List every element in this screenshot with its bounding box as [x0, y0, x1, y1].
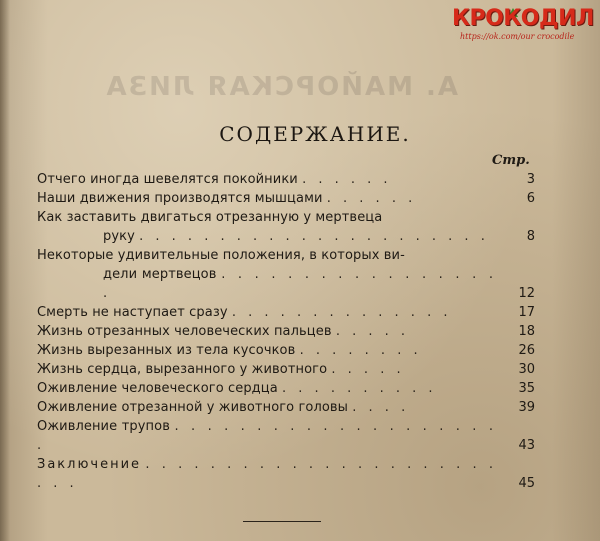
- toc-entry: [37, 208, 537, 246]
- toc-entry: [37, 189, 537, 208]
- toc-entry: [37, 303, 537, 322]
- toc-entry-title: Как заставить двигаться отрезанную у мертвеца: [37, 210, 383, 225]
- page-edge-shadow: [0, 0, 10, 541]
- toc-entry-title: Оживление трупов . . . . . . . . . . . . . . . . . . . . .: [37, 419, 497, 453]
- toc-entry: [37, 341, 537, 360]
- toc-entry-title: Заключение . . . . . . . . . . . . . . . . . . . . . . . . .: [37, 457, 497, 491]
- closing-rule: [243, 521, 321, 522]
- toc-entry-page: 17: [518, 305, 535, 320]
- toc-entry-title: Некоторые удивительные положения, в которых ви-: [37, 248, 405, 263]
- toc-entry-title: Жизнь вырезанных из тела кусочков . . . . . . . .: [37, 343, 422, 358]
- toc-entry-page: 39: [518, 400, 535, 415]
- toc-entry-title-continued: дели мертвецов . . . . . . . . . . . . . . . . . .: [103, 267, 498, 301]
- page-title: СОДЕРЖАНИЕ.: [219, 122, 411, 146]
- leader-dots: . . . . . . . . . . . . . .: [231, 305, 452, 320]
- toc-entry-title: Смерть не наступает сразу . . . . . . . . . . . . . .: [37, 305, 452, 320]
- toc-entry: [37, 246, 537, 303]
- toc-entry-title: Оживление человеческого сердца . . . . . . . . . .: [37, 381, 437, 396]
- toc-entry-title: Жизнь отрезанных человеческих пальцев . . . . .: [37, 324, 410, 339]
- leader-dots: . . . .: [352, 400, 410, 415]
- toc-entry-page: 12: [518, 286, 535, 301]
- toc-entry-page: 3: [526, 172, 535, 187]
- leader-dots: . . . . . . . . . . . . . . . . . .: [103, 267, 498, 301]
- leader-dots: . . . . . . . . . . . . . . . . . . . . .: [37, 419, 497, 453]
- leader-dots: . . . . . .: [326, 191, 417, 206]
- toc-entry-page: 45: [518, 476, 535, 491]
- toc-entry-page: 18: [518, 324, 535, 339]
- leader-dots: . . . . .: [331, 362, 405, 377]
- faded-bleed-through-stamp: А. МАЙОРСКАЯ ЛИЗА: [104, 72, 458, 102]
- toc-entry-page: 35: [518, 381, 535, 396]
- toc-entry: [37, 417, 537, 455]
- toc-entry-page: 43: [518, 438, 535, 453]
- leader-dots: . . . . . . . .: [299, 343, 422, 358]
- logo-url: https://ok.com/our crocodile: [460, 32, 575, 41]
- toc-entry-title: Наши движения производятся мышцами . . . . . .: [37, 191, 417, 206]
- toc-entry: [37, 360, 537, 379]
- toc-entry-title: Жизнь сердца, вырезанного у животного . . . . .: [37, 362, 405, 377]
- toc-entry-page: 6: [526, 191, 535, 206]
- leader-dots: . . . . . . . . . . . . . . . . . . . . . . . . .: [37, 457, 497, 491]
- toc-entry-title: Оживление отрезанной у животного головы . . . .: [37, 400, 410, 415]
- toc-entry: [37, 170, 537, 189]
- toc-entry-page: 26: [518, 343, 535, 358]
- toc-entry: [37, 455, 537, 493]
- toc-entry: [37, 379, 537, 398]
- leader-dots: . . . . . . . . . . . . . . . . . . . . . .: [139, 229, 489, 244]
- leader-dots: . . . . . . . . . .: [282, 381, 437, 396]
- table-of-contents: [37, 170, 537, 493]
- toc-entry-page: 30: [518, 362, 535, 377]
- crocodile-logo[interactable]: [452, 6, 592, 52]
- leader-dots: . . . . .: [335, 324, 410, 339]
- toc-entry: [37, 398, 537, 417]
- logo-text: КРОКОДИЛ: [452, 6, 594, 31]
- page-column-label: Стр.: [492, 153, 530, 168]
- leader-dots: . . . . . .: [302, 172, 392, 187]
- toc-entry: [37, 322, 537, 341]
- toc-entry-title-continued: руку . . . . . . . . . . . . . . . . . . . . . .: [103, 229, 489, 244]
- toc-entry-page: 8: [526, 229, 535, 244]
- toc-entry-title: Отчего иногда шевелятся покойники . . . . . .: [37, 172, 392, 187]
